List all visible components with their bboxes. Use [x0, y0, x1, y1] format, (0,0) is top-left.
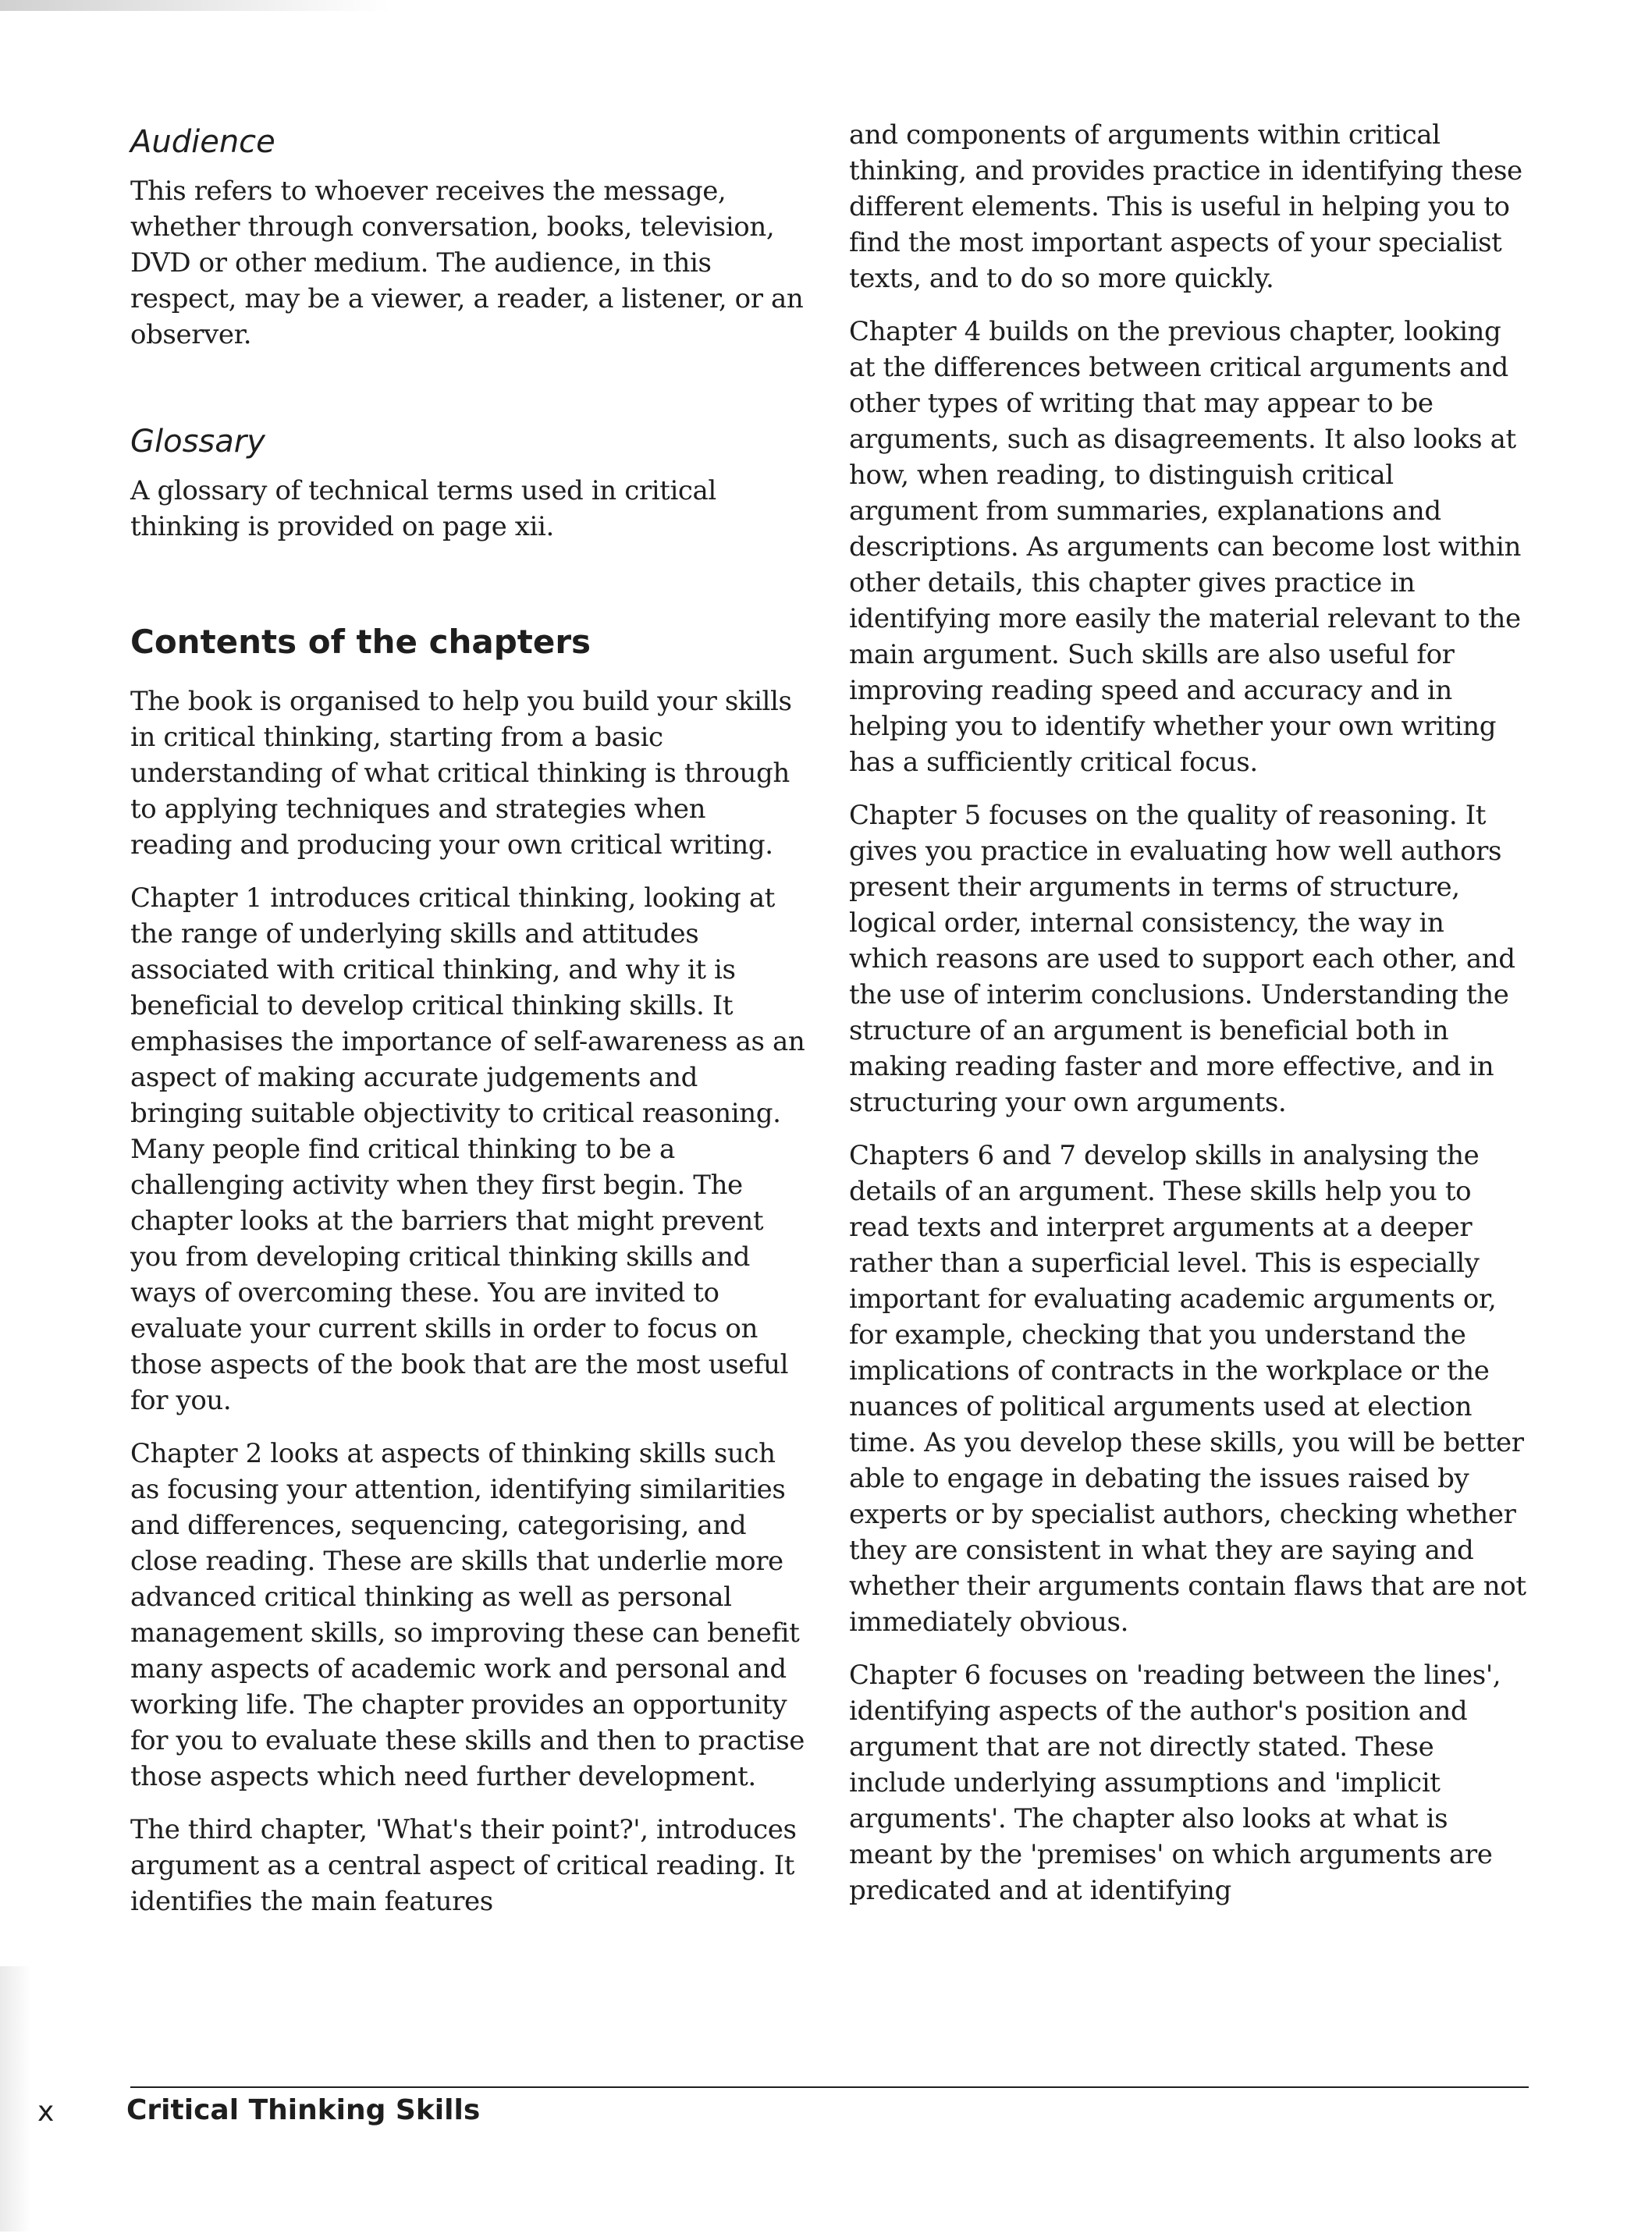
paragraph: Chapter 2 looks at aspects of thinking skills such as focusing your attention, identifying similarities and differences, sequencing, categorising, and close reading. These are skills that underlie more advanced critical thinking as well as personal management skills, so improving these can benefit many aspects of academic work and personal and working life. The chapter provides an opportunity for you to evaluate these skills and then to practise those aspects which need further development. — [130, 1438, 805, 1793]
right-column — [849, 117, 1528, 1926]
glossary-heading: Glossary — [130, 424, 265, 460]
audience-text: This refers to whoever receives the message, whether through conversation, books, television, DVD or other medium. The audience, in this respect, may be a viewer, a reader, a listener, or an observer. — [130, 176, 804, 350]
left-column — [130, 125, 809, 1937]
paragraph: Chapter 1 introduces critical thinking, looking at the range of underlying skills and attitudes associated with critical thinking, and why it is beneficial to develop critical thinking skills. It emphasises the importance of self-awareness as an aspect of making accurate judgements and bringing suitable objectivity to critical reasoning. Many people find critical thinking to be a challenging activity when they first begin. The chapter looks at the barriers that might prevent you from developing critical thinking skills and ways of overcoming these. You are invited to evaluate your current skills in order to focus on those aspects of the book that are the most useful for you. — [130, 882, 805, 1417]
running-title: Critical Thinking Skills — [126, 2094, 481, 2126]
paragraph: and components of arguments within critical thinking, and provides practice in identifying these different elements. This is useful in helping you to find the most important aspects of your specialist texts, and to do so more quickly. — [849, 119, 1522, 294]
paragraph: The third chapter, 'What's their point?', introduces argument as a central aspect of critical reading. It identifies the main features — [130, 1814, 797, 1918]
audience-section — [130, 125, 809, 353]
contents-section — [130, 624, 809, 1919]
audience-heading: Audience — [130, 124, 275, 160]
contents-heading: Contents of the chapters — [130, 623, 592, 661]
scan-shadow-top — [0, 0, 390, 11]
paragraph: Chapters 6 and 7 develop skills in analysing the details of an argument. These skills help you to read texts and interpret arguments at a deeper rather than a superficial level. This is especially important for evaluating academic arguments or, for example, checking that you understand the implications of contracts in the workplace or the nuances of political arguments used at election time. As you develop these skills, you will be better able to engage in debating the issues raised by experts or by specialist authors, checking whether they are consistent in what they are saying and whether their arguments contain flaws that are not immediately obvious. — [849, 1140, 1526, 1638]
page-number: x — [37, 2096, 55, 2128]
paragraph: The book is organised to help you build your skills in critical thinking, starting from a basic understanding of what critical thinking is through to applying techniques and strategies when reading and producing your own critical writing. — [130, 686, 792, 861]
glossary-text: A glossary of technical terms used in critical thinking is provided on page xii. — [130, 475, 716, 542]
scan-shadow-left — [0, 1966, 31, 2232]
paragraph: Chapter 4 builds on the previous chapter, looking at the differences between critical arguments and other types of writing that may appear to be arguments, such as disagreements. It also looks at how, when reading, to distinguish critical argument from summaries, explanations and descriptions. As arguments can become lost within other details, this chapter gives practice in identifying more easily the material relevant to the main argument. Such skills are also useful for improving reading speed and accuracy and in helping you to identify whether your own writing has a sufficiently critical focus. — [849, 316, 1521, 778]
paragraph: Chapter 5 focuses on the quality of reasoning. It gives you practice in evaluating how well authors present their arguments in terms of structure, logical order, internal consistency, the way in which reasons are used to support each other, and the use of interim conclusions. Understanding the structure of an argument is beneficial both in making reading faster and more effective, and in structuring your own arguments. — [849, 800, 1515, 1118]
glossary-section — [130, 424, 809, 545]
paragraph: Chapter 6 focuses on 'reading between the lines', identifying aspects of the author's position and argument that are not directly stated. These include underlying assumptions and 'implicit arguments'. The chapter also looks at what is meant by the 'premises' on which arguments are predicated and at identifying — [849, 1660, 1501, 1906]
footer-rule — [130, 2086, 1529, 2088]
